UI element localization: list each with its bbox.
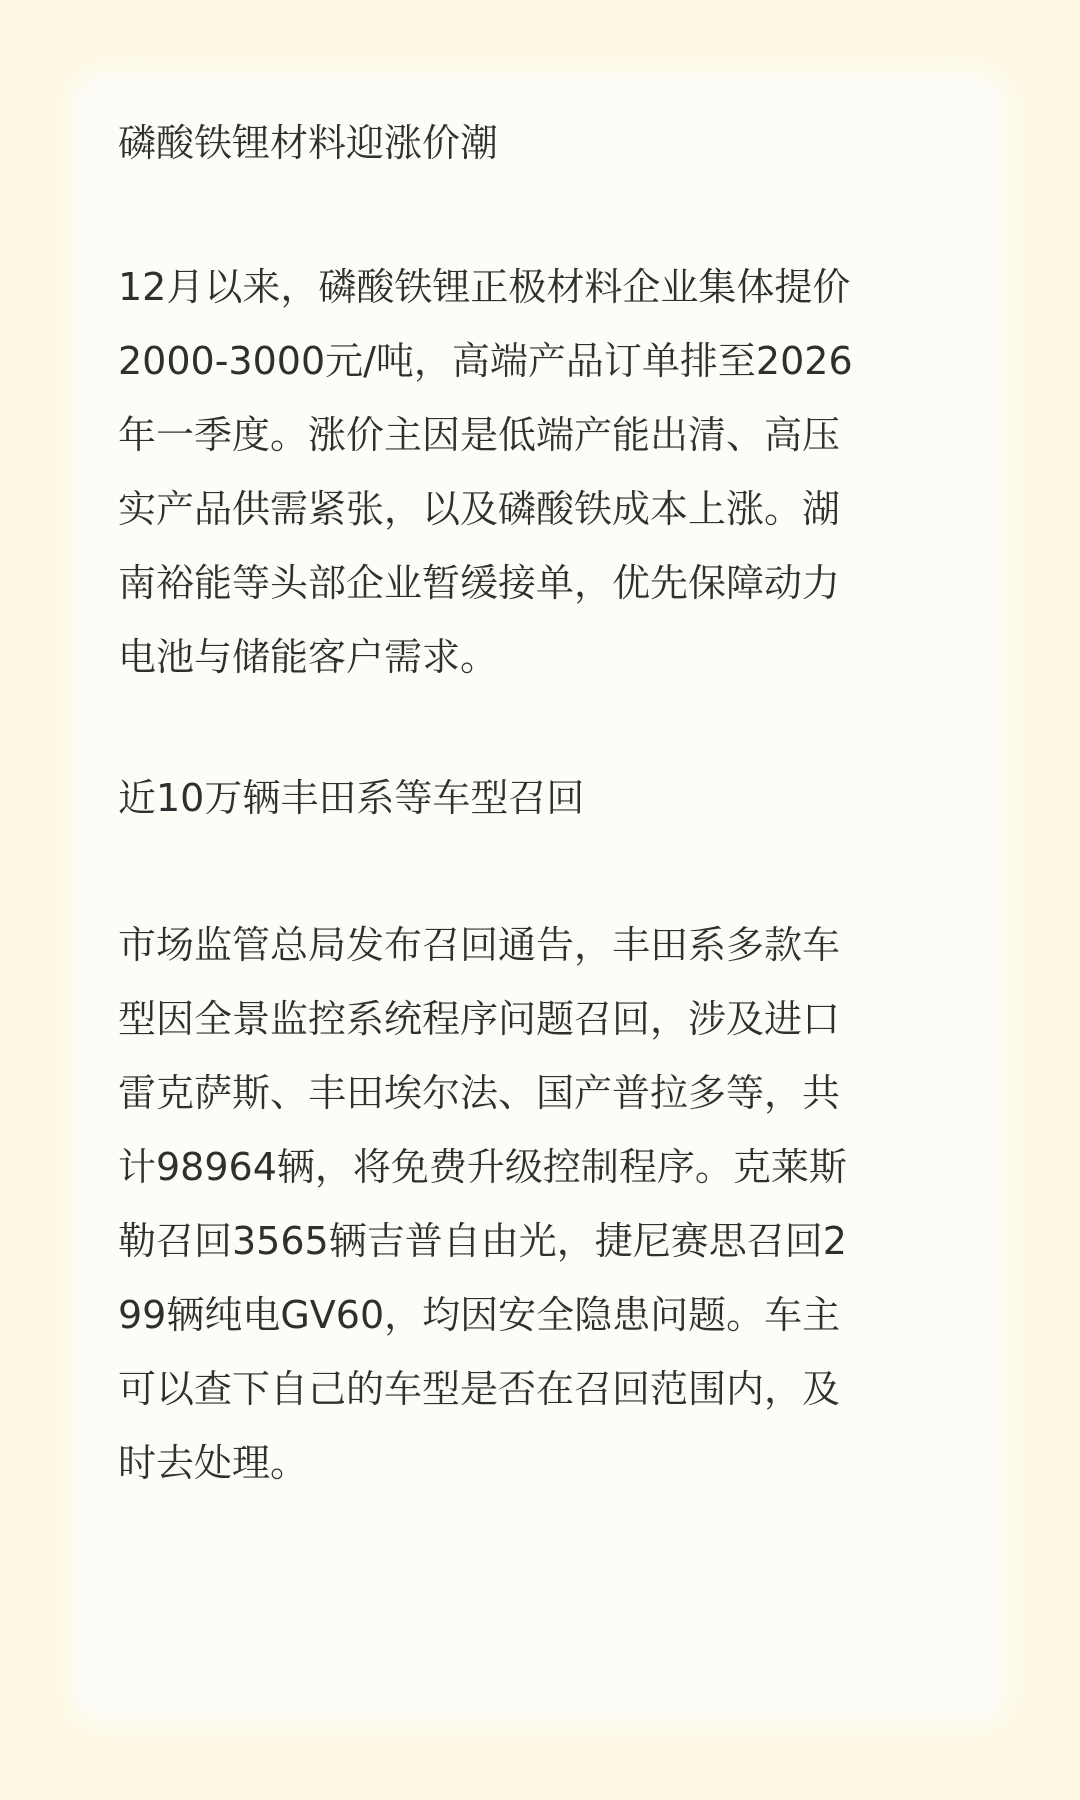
paragraph-line: 2000-3000元/吨，高端产品订单排至2026 [118, 339, 853, 383]
paragraph-line: 实产品供需紧张，以及磷酸铁成本上涨。湖 [118, 487, 841, 531]
paragraph-line: 勒召回3565辆吉普自由光，捷尼赛思召回2 [118, 1219, 847, 1263]
paragraph-recall [118, 908, 978, 1500]
section-title-lfp: 磷酸铁锂材料迎涨价潮 [118, 121, 499, 165]
section-title-recall: 近10万辆丰田系等车型召回 [118, 776, 585, 820]
paragraph-line: 电池与储能客户需求。 [118, 635, 499, 679]
paragraph-line: 雷克萨斯、丰田埃尔法、国产普拉多等，共 [118, 1071, 841, 1115]
paragraph-line: 型因全景监控系统程序问题召回，涉及进口 [118, 997, 841, 1041]
paragraph-line: 99辆纯电GV60，均因安全隐患问题。车主 [118, 1293, 841, 1337]
paragraph-line: 年一季度。涨价主因是低端产能出清、高压 [118, 413, 841, 457]
paragraph-line: 时去处理。 [118, 1441, 309, 1485]
paragraph-line: 可以查下自己的车型是否在召回范围内，及 [118, 1367, 841, 1411]
paragraph-line: 南裕能等头部企业暂缓接单，优先保障动力 [118, 561, 841, 605]
paragraph-line: 计98964辆，将免费升级控制程序。克莱斯 [118, 1145, 847, 1189]
paragraph-lfp [118, 250, 978, 694]
paragraph-line: 市场监管总局发布召回通告，丰田系多款车 [118, 923, 841, 967]
paragraph-line: 12月以来，磷酸铁锂正极材料企业集体提价 [118, 265, 851, 309]
